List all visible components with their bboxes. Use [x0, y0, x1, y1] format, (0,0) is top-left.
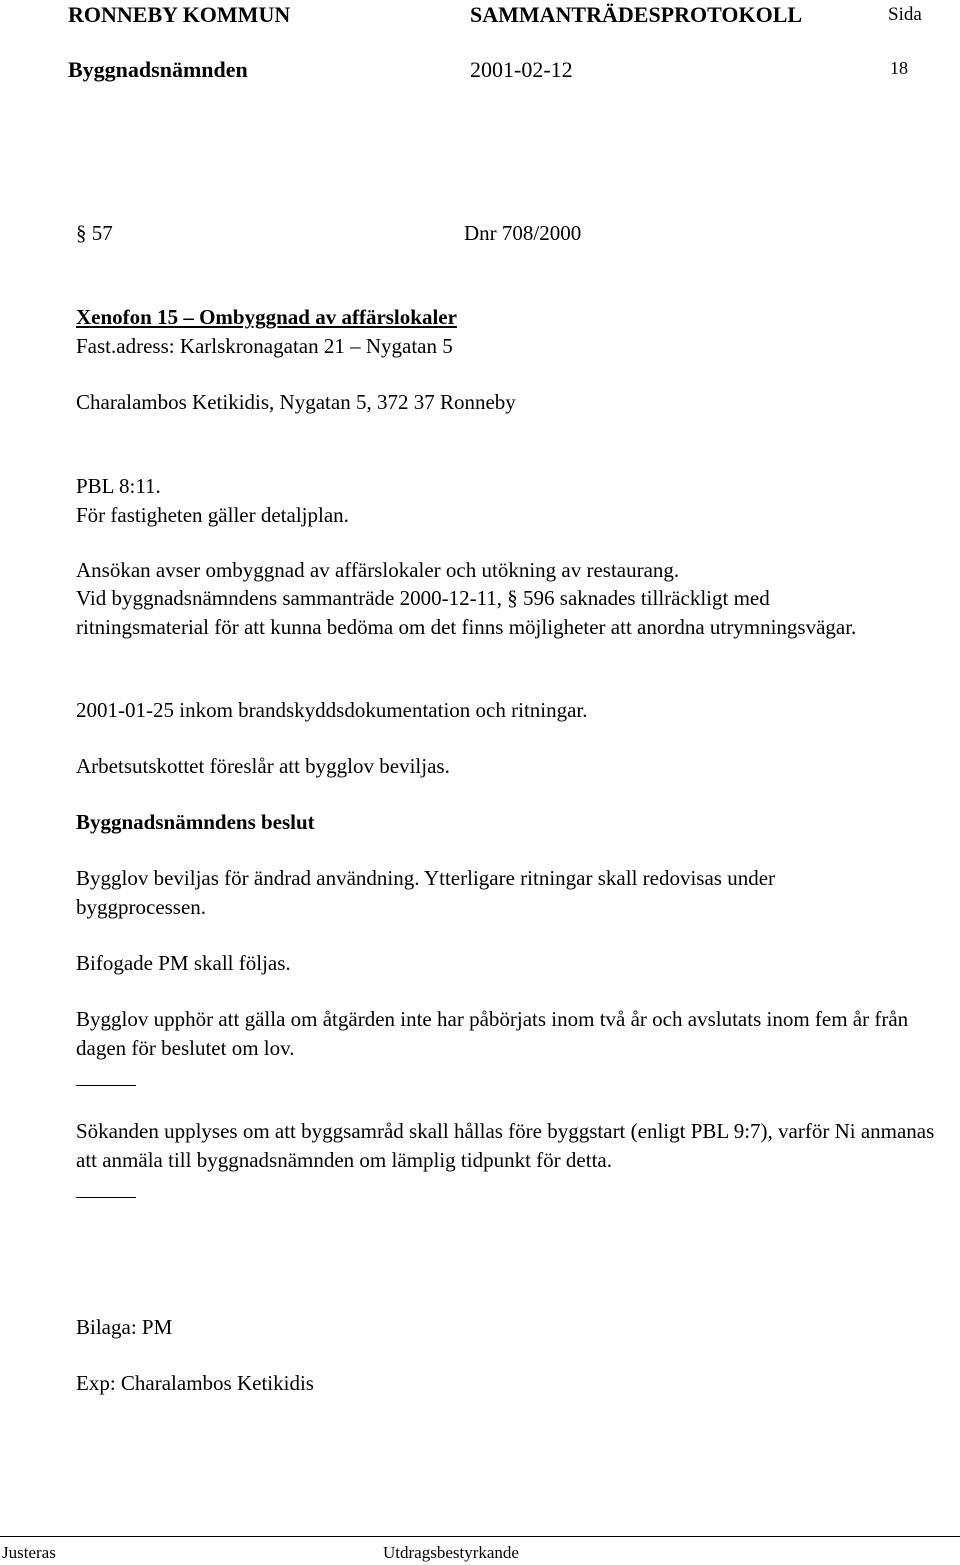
- section-number: § 57: [76, 221, 113, 245]
- org-name: RONNEBY KOMMUN: [68, 2, 291, 27]
- previous-meeting-text: Vid byggnadsnämndens sammanträde 2000-12-11, § 596 saknades tillräckligt med ritningsmaterial för att kunna bedöma om det finns möjligheter att anordna utrymningsvägar.: [76, 586, 857, 639]
- meeting-date: 2001-02-12: [470, 57, 573, 82]
- dispatch-line: Exp: Charalambos Ketikidis: [76, 1371, 314, 1395]
- diary-number: Dnr 708/2000: [464, 221, 582, 245]
- pbl-reference: PBL 8:11.: [76, 474, 161, 498]
- plan-statement: För fastigheten gäller detaljplan.: [76, 503, 349, 527]
- separator-line: [76, 1197, 136, 1198]
- applicant: Charalambos Ketikidis, Nygatan 5, 372 37 Ronneby: [76, 390, 516, 414]
- decision-heading: Byggnadsnämndens beslut: [76, 810, 315, 834]
- footer-rule: [0, 1536, 960, 1537]
- decision-expiry: Bygglov upphör att gälla om åtgärden inte har påbörjats inom två år och avslutats inom fem år från dagen för beslutet om lov.: [76, 1007, 909, 1060]
- decision-pm: Bifogade PM skall följas.: [76, 951, 291, 975]
- document-type: SAMMANTRÄDESPROTOKOLL: [470, 2, 803, 27]
- consultation-notice: Sökanden upplyses om att byggsamråd skall hållas före byggstart (enligt PBL 9:7), varför Ni anmanas att anmäla till byggnadsnämnden om lämplig tidpunkt för detta.: [76, 1119, 935, 1172]
- footer-justeras: Justeras: [2, 1543, 56, 1562]
- decision-granted: Bygglov beviljas för ändrad användning. Ytterligare ritningar skall redovisas under byggprocessen.: [76, 866, 776, 919]
- committee-name: Byggnadsnämnden: [68, 57, 248, 82]
- footer-utdragsbestyrkande: Utdragsbestyrkande: [383, 1543, 519, 1562]
- attachment-line: Bilaga: PM: [76, 1315, 173, 1339]
- received-text: 2001-01-25 inkom brandskyddsdokumentation och ritningar.: [76, 698, 588, 722]
- page-number: 18: [890, 58, 908, 78]
- property-address: Fast.adress: Karlskronagatan 21 – Nygatan 5: [76, 334, 453, 358]
- case-title: Xenofon 15 – Ombyggnad av affärslokaler: [76, 305, 457, 329]
- page-label: Sida: [888, 4, 922, 25]
- application-text: Ansökan avser ombyggnad av affärslokaler och utökning av restaurang.: [76, 558, 680, 582]
- proposal-text: Arbetsutskottet föreslår att bygglov beviljas.: [76, 754, 450, 778]
- separator-line: [76, 1085, 136, 1086]
